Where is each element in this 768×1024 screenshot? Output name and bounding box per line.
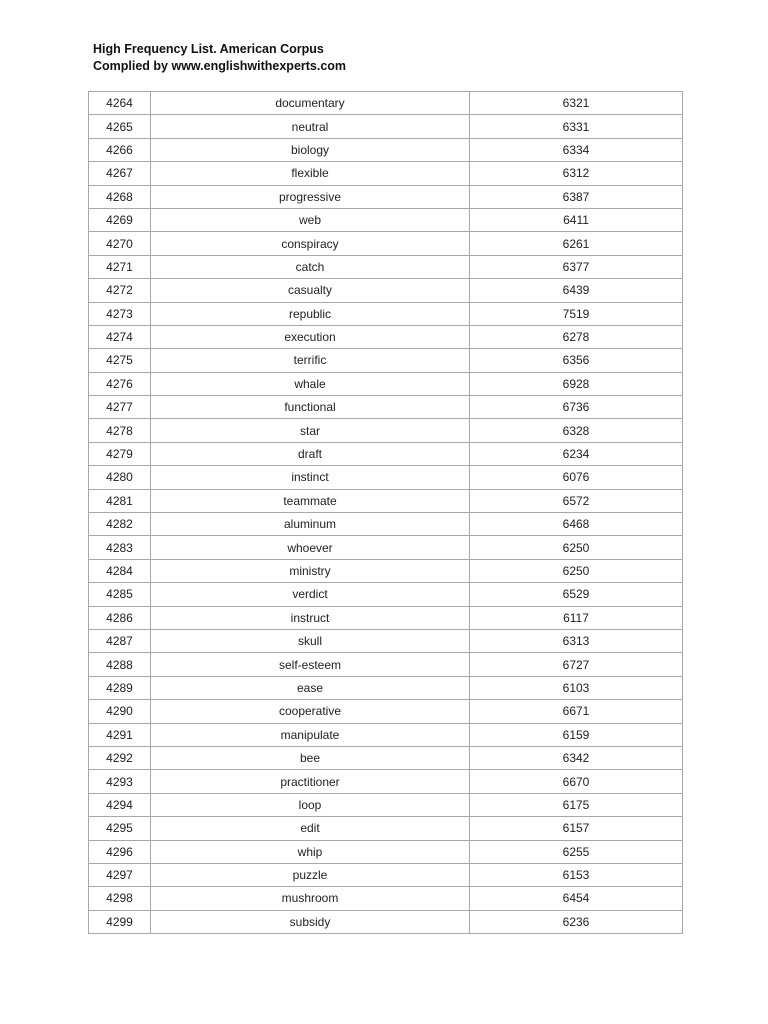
rank-cell: 4292 [89,746,151,769]
frequency-cell: 6117 [470,606,683,629]
frequency-cell: 6255 [470,840,683,863]
table-row [89,396,683,419]
rank-cell: 4280 [89,466,151,489]
document-header [93,41,346,75]
word-cell: skull [151,629,470,652]
rank-cell: 4279 [89,442,151,465]
word-cell: whale [151,372,470,395]
document-title: High Frequency List. American Corpus [93,42,324,56]
rank-cell: 4294 [89,793,151,816]
table-row [89,279,683,302]
table-row [89,817,683,840]
rank-cell: 4277 [89,396,151,419]
frequency-cell: 6736 [470,396,683,419]
table-row [89,92,683,115]
table-row [89,419,683,442]
frequency-cell: 6334 [470,138,683,161]
word-cell: casualty [151,279,470,302]
table-row [89,746,683,769]
rank-cell: 4272 [89,279,151,302]
table-row [89,910,683,933]
rank-cell: 4281 [89,489,151,512]
frequency-cell: 6928 [470,372,683,395]
table-row [89,489,683,512]
table-row [89,302,683,325]
frequency-cell: 6529 [470,583,683,606]
frequency-cell: 6387 [470,185,683,208]
frequency-cell: 6278 [470,325,683,348]
table-row [89,232,683,255]
rank-cell: 4289 [89,676,151,699]
rank-cell: 4276 [89,372,151,395]
word-cell: whip [151,840,470,863]
table-row [89,606,683,629]
frequency-cell: 6411 [470,208,683,231]
table-row [89,887,683,910]
word-cell: loop [151,793,470,816]
frequency-cell: 6236 [470,910,683,933]
word-cell: instinct [151,466,470,489]
rank-cell: 4284 [89,559,151,582]
table-row [89,372,683,395]
frequency-cell: 7519 [470,302,683,325]
frequency-cell: 6250 [470,559,683,582]
rank-cell: 4275 [89,349,151,372]
frequency-cell: 6377 [470,255,683,278]
rank-cell: 4293 [89,770,151,793]
frequency-cell: 6175 [470,793,683,816]
frequency-cell: 6331 [470,115,683,138]
frequency-cell: 6468 [470,513,683,536]
rank-cell: 4298 [89,887,151,910]
word-cell: verdict [151,583,470,606]
word-cell: star [151,419,470,442]
word-cell: flexible [151,162,470,185]
rank-cell: 4266 [89,138,151,161]
table-row [89,466,683,489]
frequency-cell: 6342 [470,746,683,769]
word-cell: functional [151,396,470,419]
table-row [89,700,683,723]
rank-cell: 4288 [89,653,151,676]
frequency-cell: 6153 [470,863,683,886]
word-cell: subsidy [151,910,470,933]
table-row [89,536,683,559]
frequency-cell: 6671 [470,700,683,723]
word-cell: practitioner [151,770,470,793]
rank-cell: 4269 [89,208,151,231]
table-row [89,676,683,699]
frequency-cell: 6454 [470,887,683,910]
rank-cell: 4283 [89,536,151,559]
table-row [89,770,683,793]
rank-cell: 4271 [89,255,151,278]
frequency-table-body [89,92,683,934]
table-row [89,138,683,161]
rank-cell: 4287 [89,629,151,652]
word-cell: mushroom [151,887,470,910]
word-cell: conspiracy [151,232,470,255]
rank-cell: 4267 [89,162,151,185]
word-cell: web [151,208,470,231]
word-cell: ease [151,676,470,699]
frequency-cell: 6103 [470,676,683,699]
frequency-cell: 6261 [470,232,683,255]
table-row [89,185,683,208]
rank-cell: 4299 [89,910,151,933]
frequency-cell: 6328 [470,419,683,442]
table-row [89,559,683,582]
word-cell: catch [151,255,470,278]
frequency-table [88,91,683,934]
table-row [89,840,683,863]
frequency-cell: 6727 [470,653,683,676]
word-cell: draft [151,442,470,465]
word-cell: progressive [151,185,470,208]
rank-cell: 4265 [89,115,151,138]
word-cell: cooperative [151,700,470,723]
frequency-cell: 6670 [470,770,683,793]
frequency-cell: 6157 [470,817,683,840]
rank-cell: 4286 [89,606,151,629]
rank-cell: 4285 [89,583,151,606]
word-cell: whoever [151,536,470,559]
word-cell: republic [151,302,470,325]
table-row [89,653,683,676]
word-cell: aluminum [151,513,470,536]
word-cell: biology [151,138,470,161]
frequency-cell: 6356 [470,349,683,372]
table-row [89,863,683,886]
rank-cell: 4297 [89,863,151,886]
word-cell: self-esteem [151,653,470,676]
frequency-cell: 6572 [470,489,683,512]
frequency-cell: 6159 [470,723,683,746]
rank-cell: 4274 [89,325,151,348]
rank-cell: 4295 [89,817,151,840]
table-row [89,442,683,465]
table-row [89,208,683,231]
rank-cell: 4290 [89,700,151,723]
table-row [89,793,683,816]
table-row [89,325,683,348]
word-cell: ministry [151,559,470,582]
rank-cell: 4273 [89,302,151,325]
table-row [89,583,683,606]
frequency-cell: 6313 [470,629,683,652]
table-row [89,723,683,746]
table-row [89,513,683,536]
word-cell: teammate [151,489,470,512]
word-cell: manipulate [151,723,470,746]
rank-cell: 4296 [89,840,151,863]
frequency-cell: 6312 [470,162,683,185]
frequency-cell: 6439 [470,279,683,302]
frequency-cell: 6076 [470,466,683,489]
word-cell: execution [151,325,470,348]
table-row [89,349,683,372]
word-cell: bee [151,746,470,769]
word-cell: documentary [151,92,470,115]
table-row [89,115,683,138]
rank-cell: 4278 [89,419,151,442]
word-cell: edit [151,817,470,840]
frequency-cell: 6250 [470,536,683,559]
word-cell: instruct [151,606,470,629]
table-row [89,162,683,185]
rank-cell: 4291 [89,723,151,746]
rank-cell: 4264 [89,92,151,115]
table-row [89,255,683,278]
document-subtitle: Complied by www.englishwithexperts.com [93,59,347,73]
rank-cell: 4282 [89,513,151,536]
rank-cell: 4270 [89,232,151,255]
word-cell: neutral [151,115,470,138]
word-cell: puzzle [151,863,470,886]
frequency-cell: 6321 [470,92,683,115]
word-cell: terrific [151,349,470,372]
frequency-cell: 6234 [470,442,683,465]
rank-cell: 4268 [89,185,151,208]
table-row [89,629,683,652]
